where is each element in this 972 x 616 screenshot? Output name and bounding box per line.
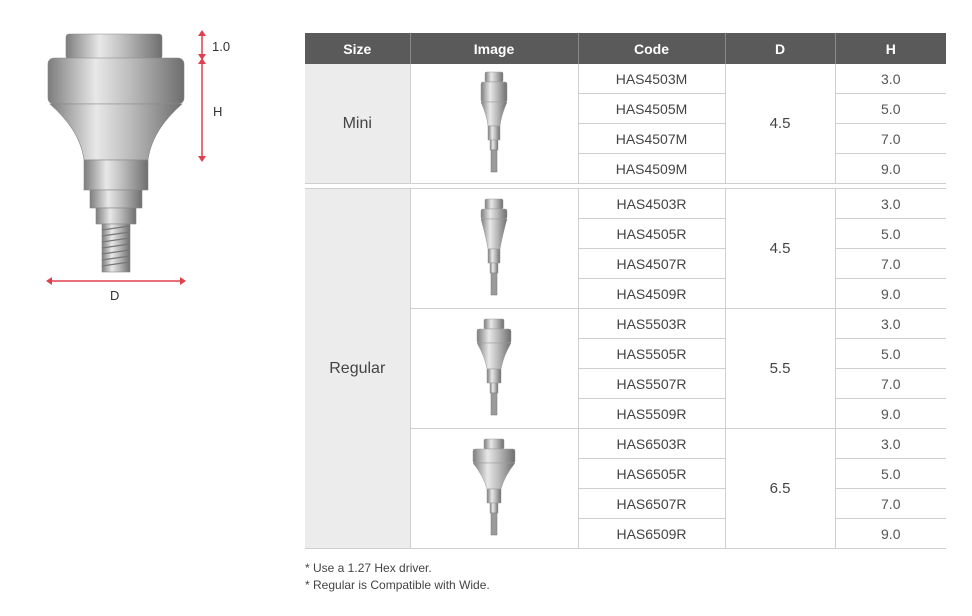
table-row: [305, 64, 946, 94]
diameter-dimension-label: D: [110, 288, 120, 303]
h-cell: 9.0: [835, 154, 946, 184]
table-row: [305, 189, 946, 219]
regular-image-65: [410, 429, 578, 549]
code-cell: HAS4509R: [578, 279, 725, 309]
height-dimension-label: H: [213, 104, 223, 119]
h-cell: 3.0: [835, 309, 946, 339]
h-cell: 9.0: [835, 399, 946, 429]
header-h: H: [835, 33, 946, 64]
code-cell: HAS4505M: [578, 94, 725, 124]
h-cell: 5.0: [835, 459, 946, 489]
regular-image-45: [410, 189, 578, 309]
d-regular-45: 4.5: [725, 189, 835, 309]
size-mini: Mini: [305, 64, 410, 184]
abutment-thumbnail-mini: [474, 70, 514, 178]
h-cell: 9.0: [835, 519, 946, 549]
footnotes: [305, 560, 490, 594]
h-cell: 9.0: [835, 279, 946, 309]
code-cell: HAS4503M: [578, 64, 725, 94]
h-cell: 5.0: [835, 94, 946, 124]
size-regular: Regular: [305, 189, 410, 549]
h-cell: 7.0: [835, 249, 946, 279]
code-cell: HAS4507R: [578, 249, 725, 279]
h-cell: 7.0: [835, 124, 946, 154]
top-dimension-label: 1.0: [212, 39, 231, 54]
code-cell: HAS5509R: [578, 399, 725, 429]
h-cell: 7.0: [835, 489, 946, 519]
code-cell: HAS4509M: [578, 154, 725, 184]
h-cell: 5.0: [835, 339, 946, 369]
code-cell: HAS5505R: [578, 339, 725, 369]
abutment-diagram: [0, 0, 300, 320]
code-cell: HAS5507R: [578, 369, 725, 399]
abutment-thumbnail-regular-55: [472, 317, 516, 421]
abutment-thumbnail-regular-65: [469, 437, 519, 541]
header-size: Size: [305, 33, 410, 64]
code-cell: HAS4505R: [578, 219, 725, 249]
code-cell: HAS6503R: [578, 429, 725, 459]
regular-image-55: [410, 309, 578, 429]
h-cell: 7.0: [835, 369, 946, 399]
h-cell: 3.0: [835, 429, 946, 459]
header-d: D: [725, 33, 835, 64]
code-cell: HAS6505R: [578, 459, 725, 489]
d-regular-55: 5.5: [725, 309, 835, 429]
code-cell: HAS4503R: [578, 189, 725, 219]
header-image: Image: [410, 33, 578, 64]
table-header-row: [305, 33, 946, 64]
h-cell: 5.0: [835, 219, 946, 249]
footnote-hex-driver: * Use a 1.27 Hex driver.: [305, 561, 432, 575]
abutment-thumbnail-regular-45: [474, 197, 514, 301]
h-cell: 3.0: [835, 64, 946, 94]
header-code: Code: [578, 33, 725, 64]
h-cell: 3.0: [835, 189, 946, 219]
code-cell: HAS6509R: [578, 519, 725, 549]
mini-image: [410, 64, 578, 184]
d-mini: 4.5: [725, 64, 835, 184]
specification-table: [305, 33, 946, 549]
code-cell: HAS5503R: [578, 309, 725, 339]
code-cell: HAS4507M: [578, 124, 725, 154]
code-cell: HAS6507R: [578, 489, 725, 519]
abutment-illustration: [48, 34, 184, 272]
d-regular-65: 6.5: [725, 429, 835, 549]
footnote-compatibility: * Regular is Compatible with Wide.: [305, 578, 490, 592]
